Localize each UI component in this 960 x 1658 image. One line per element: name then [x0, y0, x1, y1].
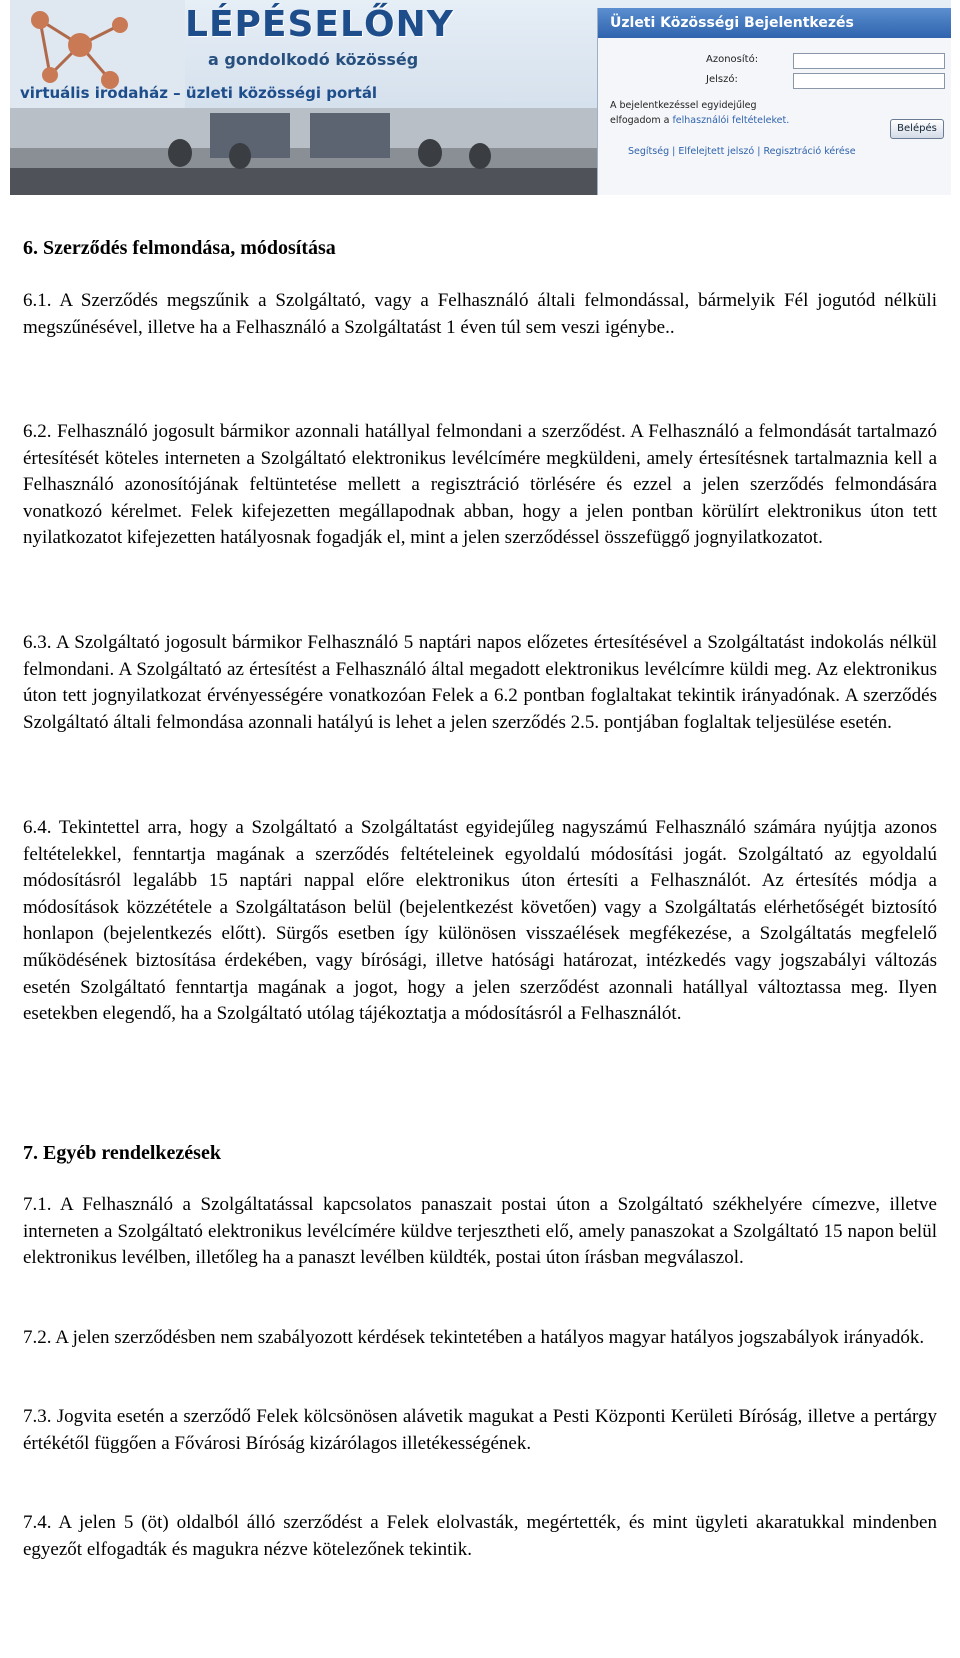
- brand-subtitle: a gondolkodó közösség: [208, 50, 419, 69]
- login-button[interactable]: Belépés: [890, 119, 944, 139]
- paragraph-6-3: 6.3. A Szolgáltató jogosult bármikor Felhasználó 5 naptári napos előzetes értesítésével a Szolgáltatást indokolás nélkül felmondani. A Szolgáltató az értesítést a Felhasználó által megadott elektronikus levélcímre küldi meg. Az elektronikus úton tett jognyilatkozat érvényességére vonatkozóan Felek a 6.2 pontban foglaltakat tekintik irányadónak. A szerződés Szolgáltató általi felmondása azonnali hatályú is lehet a jelen szerződés 2.5. pontjában foglaltak teljesülése esetén.: [23, 632, 937, 733]
- paragraph-7-2: 7.2. A jelen szerződésben nem szabályozott kérdések tekintetében a hatályos magyar hatályos jogszabályok irányadók.: [23, 1327, 925, 1348]
- login-note: A bejelentkezéssel egyidejűleg: [610, 100, 757, 111]
- section-6-heading: 6. Szerződés felmondása, módosítása: [23, 237, 336, 259]
- paragraph-7-3: 7.3. Jogvita esetén a szerződő Felek kölcsönösen alávetik magukat a Pesti Központi Kerületi Bíróság, illetve a pertárgy értékétől függően a Fővárosi Bíróság kizárólagos illetékességének.: [23, 1406, 937, 1454]
- login-terms-prefix: elfogadom a: [610, 115, 673, 126]
- login-panel: [597, 8, 951, 195]
- brand-tagline: virtuális irodaház – üzleti közösségi portál: [20, 84, 378, 102]
- meeting-photo: [10, 108, 600, 195]
- paragraph-7-4: 7.4. A jelen 5 (öt) oldalból álló szerződést a Felek elolvasták, megértették, és mint ügyleti akaratukkal mindenben egyezőt elfogadták és magukra nézve kötelezőnek tekintik.: [23, 1512, 937, 1560]
- paragraph-6-4: 6.4. Tekintettel arra, hogy a Szolgáltató a Szolgáltatást egyidejűleg nagyszámú Felhasználó számára nyújtja azonos feltételekkel, fenntartja magának a szerződés feltételeinek egyoldalú módosítási jogát. Szolgáltató az egyoldalú módosításról legalább 15 naptári nappal előre elektronikus úton értesíti a Felhasználót. Az értesítés módja a módosítások közzététele a Szolgáltatáson belül (bejelentkezést követően) vagy a Szolgáltatás elérhetőségét biztosító honlapon (bejelentkezés előtt). Sürgős esetben így különösen visszaélések megfékezése, a Szolgáltatás megfelelő működésének biztosítása érdekében, vagy bírósági, illetve hatósági határozat, intézkedés vagy jogszabályi változás esetén Szolgáltató fenntartja magának a jogot, hogy a jelen szerződést azonnali hatállyal változtassa meg. Ilyen esetekben elegendő, ha a Szolgáltató utólag tájékoztatja a módosításról a Felhasználót.: [23, 817, 937, 1025]
- login-footer-links[interactable]: Segítség | Elfelejtett jelszó | Regisztráció kérése: [628, 146, 856, 157]
- id-label: Azonosító:: [706, 54, 759, 65]
- section-7-heading: 7. Egyéb rendelkezések: [23, 1142, 221, 1164]
- id-input[interactable]: [793, 53, 945, 69]
- paragraph-6-1: 6.1. A Szerződés megszűnik a Szolgáltató, vagy a Felhasználó általi felmondással, bármelyik Fél jogutód nélküli megszűnésével, illetve ha a Felhasználó a Szolgáltatást 1 éven túl sem veszi igénybe..: [23, 290, 937, 338]
- paragraph-6-2: 6.2. Felhasználó jogosult bármikor azonnali hatállyal felmondani a szerződést. A Felhasználó a felmondását tartalmazó értesítését köteles interneten a Szolgáltató elektronikus levélcímére megküldeni, amely értesítésnek tartalmaznia kell a Felhasználó azonosítójának feltüntetése mellett a regisztráció törlésére és ezzel a jelen szerződés felmondására vonatkozó kérelmet. Felek kifejezetten megállapodnak abban, hogy a jelen pontban körülírt elektronikus úton tett nyilatkozatot kifejezetten hatályosnak fogadják el, mint a jelen szerződéssel összefüggő jognyilatkozatot.: [23, 421, 937, 549]
- paragraph-7-1: 7.1. A Felhasználó a Szolgáltatással kapcsolatos panaszait postai úton a Szolgáltató székhelyére címezve, illetve interneten a Szolgáltató elektronikus levélcímére küldve terjesztheti elő, amely panaszokat a Szolgáltató 15 napon belül elektronikus levélben, illetőleg ha a panaszt levélben küldték, postai úton írásban megválaszol.: [23, 1194, 937, 1269]
- terms-link[interactable]: felhasználói feltételeket.: [672, 115, 790, 126]
- brand-title: LÉPÉSELŐNY: [185, 4, 454, 45]
- portal-banner: [10, 0, 951, 195]
- password-label: Jelszó:: [706, 74, 738, 85]
- password-input[interactable]: [793, 73, 945, 89]
- login-terms-line: [610, 115, 810, 126]
- login-header: Üzleti Közösségi Bejelentkezés: [598, 8, 951, 38]
